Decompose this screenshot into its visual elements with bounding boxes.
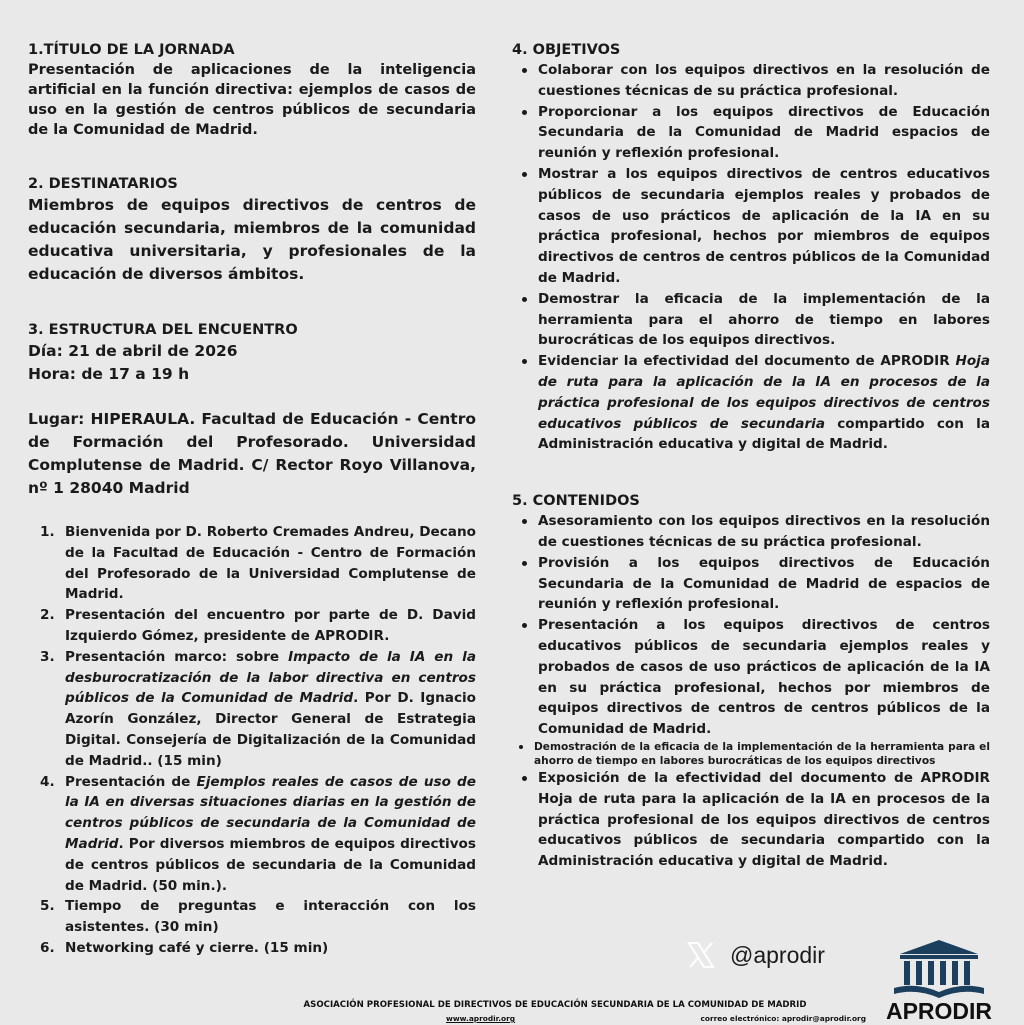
program-item [40, 605, 476, 647]
section-2-heading: 2. DESTINATARIOS [28, 176, 178, 192]
program-item [40, 896, 476, 938]
handle-text: @aprodir [730, 941, 825, 968]
email-text[interactable]: correo electrónico: aprodir@aprodir.org [700, 1014, 866, 1023]
content-item [512, 615, 990, 740]
section-5-heading: 5. CONTENIDOS [512, 493, 640, 510]
item-number: 3. [40, 648, 55, 665]
item-text: Networking café y cierre. (15 min) [65, 939, 329, 956]
aprodir-logo [880, 938, 998, 1024]
objective-item [512, 164, 990, 289]
section-2-body: Miembros de equipos directivos de centros de educación secundaria, miembros de la comunidad educativa universitaria, y profesionales de la educación de diversos ámbitos. [28, 196, 476, 283]
item-text: Proporcionar a los equipos directivos de Educación Secundaria de la Comunidad de Madrid espacios de reunión y reflexión profesional. [538, 103, 990, 162]
objective-item [512, 351, 990, 455]
item-text: Demostración de la eficacia de la implementación de la herramienta para el ahorro de tiempo en labores burocráticas de los equipos directivos [534, 740, 990, 767]
website-link[interactable]: www.aprodir.org [446, 1014, 516, 1023]
content-item [512, 768, 990, 872]
item-text: Colaborar con los equipos directivos en la resolución de cuestiones técnicas de su práctica profesional. [538, 62, 990, 99]
section-1-heading: 1.TÍTULO DE LA JORNADA [28, 42, 235, 58]
item-text: Tiempo de preguntas e interacción con los asistentes. (30 min) [65, 898, 476, 936]
item-number: 2. [40, 607, 55, 624]
content-item [512, 553, 990, 615]
program-list [40, 522, 476, 959]
item-number: 6. [40, 939, 55, 956]
item-text: Exposición de la efectividad del documento de APRODIR Hoja de ruta para la aplicación de la IA en procesos de la práctica profesional de los equipos directivos de centros educativos públicos de secundaria compartido con la Administración educativa y digital de Madrid. [538, 769, 990, 870]
item-text: Mostrar a los equipos directivos de centros educativos públicos de secundaria ejemplos reales y probados de casos de uso prácticos de aplicación de la IA en su práctica profesional, hechos por miembros de equipos directivos de centros de centros públicos de la Comunidad de Madrid. [538, 165, 990, 286]
objective-item [512, 289, 990, 351]
content-item [512, 740, 990, 768]
footer-association: ASOCIACIÓN PROFESIONAL DE DIRECTIVOS DE EDUCACIÓN SECUNDARIA DE LA COMUNIDAD DE MADRID [303, 1000, 807, 1010]
item-number: 4. [40, 773, 55, 790]
program-item [40, 647, 476, 772]
item-number: 1. [40, 524, 55, 540]
item-text: . Por D. Ignacio Azorín González, Director General de Estrategia Digital. Consejería de Digitalización de la Comunidad de Madrid.. (15 min) [65, 690, 477, 769]
item-text: compartido con la Administración educativa y digital de Madrid. [538, 415, 990, 453]
item-italic-title: Hoja de ruta para la aplicación de la IA en procesos de la práctica profesional de los equipos directivos de centros educativos públicos de secundaria [538, 353, 990, 432]
event-hour: Hora: de 17 a 19 h [28, 365, 190, 383]
x-logo-icon [686, 940, 716, 970]
contents-list [512, 511, 990, 872]
program-item [40, 938, 476, 959]
item-number: 5. [40, 898, 55, 915]
item-text: . Por diversos miembros de equipos directivos de centros públicos de secundaria de la Comunidad de Madrid. (50 min.). [65, 835, 476, 894]
right-column [512, 40, 990, 872]
item-text: Presentación marco: sobre [65, 648, 289, 665]
item-text: Presentación del encuentro por parte de D. David Izquierdo Gómez, presidente de APRODIR. [65, 607, 476, 644]
item-italic-title: Ejemplos reales de casos de uso de la IA en diversas situaciones diarias en la gestión de centros públicos de secundaria de la Comunidad de Madrid [65, 773, 477, 852]
item-text: Provisión a los equipos directivos de Educación Secundaria de la Comunidad de Madrid de espacios de reunión y reflexión profesional. [538, 554, 990, 613]
section-3-heading: 3. ESTRUCTURA DEL ENCUENTRO [28, 322, 298, 338]
event-day: Día: 21 de abril de 2026 [28, 342, 238, 360]
item-text: Presentación a los equipos directivos de centros educativos públicos de secundaria ejemplos reales y probados de casos de uso prácticos de aplicación de la IA en su práctica profesional, hechos por miembros de equipos directivos de centros de centros públicos de la Comunidad de Madrid. [538, 617, 990, 738]
item-text: Asesoramiento con los equipos directivos en la resolución de cuestiones técnicas de su práctica profesional. [538, 513, 990, 550]
event-place: Lugar: HIPERAULA. Facultad de Educación - Centro de Formación del Profesorado. Universidad Complutense de Madrid. C/ Rector Royo Villanova, nº 1 28040 Madrid [28, 410, 476, 497]
objective-item [512, 60, 990, 102]
item-italic-title: Impacto de la IA en la desburocratización de la labor directiva en centros públicos de la Comunidad de Madrid [65, 648, 476, 707]
objective-item [512, 102, 990, 164]
section-4-heading: 4. OBJETIVOS [512, 42, 621, 58]
program-item [40, 522, 476, 605]
section-1-body: Presentación de aplicaciones de la inteligencia artificial en la función directiva: ejemplos de casos de uso en la gestión de centros públicos de secundaria de la Comunidad de Madrid. [28, 62, 476, 138]
item-text: Bienvenida por D. Roberto Cremades Andreu, Decano de la Facultad de Educación - Centro de Formación del Profesorado de la Universidad Complutense de Madrid. [65, 524, 476, 603]
program-item [40, 772, 476, 897]
item-text: Presentación de [65, 773, 197, 790]
objectives-list [512, 60, 990, 455]
content-item [512, 511, 990, 553]
item-text: Evidenciar la efectividad del documento de APRODIR [538, 353, 956, 370]
left-column [28, 40, 476, 959]
logo-text: APRODIR [885, 998, 993, 1024]
footer-contact [446, 1014, 866, 1023]
item-text: Demostrar la eficacia de la implementación de la herramienta para el ahorro de tiempo en labores burocráticas de los equipos directivos. [538, 290, 990, 349]
social-handle[interactable] [686, 940, 825, 970]
columns-book-icon [880, 938, 998, 1000]
